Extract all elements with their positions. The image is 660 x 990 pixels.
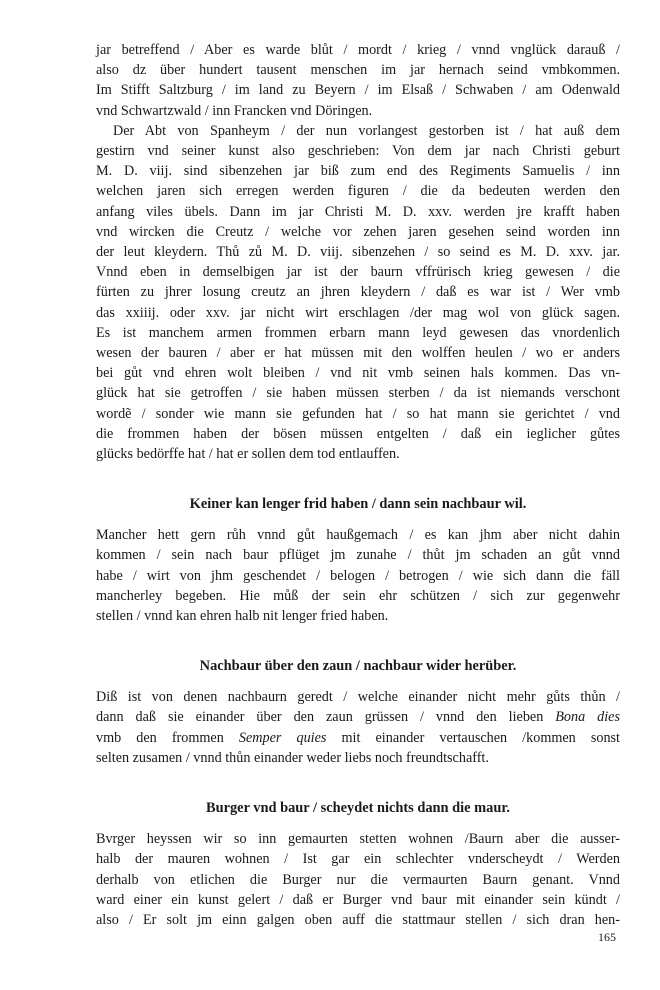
text-run: vmb den frommen (96, 729, 239, 746)
text-line: also dz über hundert tausent menschen im jar hernach seind vmbkommen. (96, 62, 620, 79)
text-line: welchen jaren sich erregen werden figuren / die da bedeuten werden den (96, 183, 620, 200)
paragraph-4 (96, 687, 620, 768)
text-line: habe / wirt von jhm geschendet / belogen / betrogen / wie sich dann die fäll (96, 567, 620, 584)
text-line: glücks bedörffe hat / hat er sollen dem tod entlauffen. (96, 446, 400, 463)
text-line: glück hat sie getroffen / sie haben müssen sterben / da ist niemands verschont (96, 385, 620, 402)
text-line: Bvrger heyssen wir so inn gemaurten stetten wohnen /Baurn aber die ausser- (96, 831, 620, 848)
paragraph-3 (96, 525, 620, 626)
section-heading: Burger vnd baur / scheydet nichts dann die maur. (206, 800, 510, 817)
text-line: der leut kleydern. Thů zů M. D. viij. sibenzehen / so seind es M. D. xxv. jar. (96, 244, 620, 261)
text-line: fürten zu jhrer losung creutz an jhren kleydern / daß es war ist / Wer vmb (96, 284, 620, 301)
text-line: das xxiiij. oder xxv. jar nicht wirt erschlagen /der mag wol von glück sagen. (96, 304, 620, 321)
text-line (96, 707, 620, 727)
page-number: 165 (598, 930, 616, 944)
section-heading: Nachbaur über den zaun / nachbaur wider herüber. (199, 658, 517, 675)
paragraph-2 (96, 121, 620, 464)
text-line: kommen / sein nach baur pflüget jm zunahe / thůt jm schaden an gůt vnnd (96, 547, 620, 564)
text-line: derhalb von etlichen die Burger nur die vermaurten Baurn genant. Vnnd (96, 871, 620, 888)
text-line: mancherley begeben. Hie můß der sein ehr schützen / sich zur gegenwehr (96, 587, 620, 604)
text-line: also / Er solt jm einn galgen oben auff die stattmaur stellen / sich dran hen- (96, 911, 620, 928)
text-line: wesen der bauren / aber er hat müssen mit den wolffen heulen / wo er anders (96, 345, 620, 362)
text-line: halb der mauren wohnen / Ist gar ein schlechter vnderscheydt / Werden (96, 851, 620, 868)
text-run: dann daß sie einander über den zaun grüssen / vnnd den lieben (96, 709, 556, 726)
text-line (96, 728, 620, 748)
text-line: Mancher hett gern růh vnnd gůt haußgemach / es kan jhm aber nicht dahin (96, 527, 620, 544)
latin-phrase: Bona dies (555, 709, 620, 726)
text-line: Diß ist von denen nachbaurn geredt / welche einander nicht mehr gůts thůn / (96, 689, 620, 706)
paragraph-5 (96, 829, 620, 930)
text-line: anfang viles übels. Dann im jar Christi M. D. xxv. werden jre krafft haben (96, 203, 620, 220)
text-line: M. D. viij. sind sibenzehen jar biß zum end des Regiments Samuelis / inn (96, 163, 620, 180)
text-line: bei gůt vnd ehren wolt bleiben / vnd nit vmb seinen hals kommen. Das vn- (96, 365, 620, 382)
text-line: stellen / vnnd kan ehren halb nit lenger fried haben. (96, 608, 389, 625)
text-line: vnd wircken die Creutz / welche vor zehen jaren gesehen seind worden inn (96, 223, 620, 240)
text-line: Im Stifft Saltzburg / im land zu Beyern / im Elsaß / Schwaben / am Odenwald (96, 82, 620, 99)
text-line: jar betreffend / Aber es warde blůt / mordt / krieg / vnnd vnglück darauß / (96, 42, 620, 58)
text-run: mit einander vertauschen /kommen sonst (326, 729, 621, 746)
page-body (96, 40, 620, 930)
text-line: ward einer ein kunst gelert / daß er Burger vnd baur mit einander sein kündt / (96, 891, 620, 908)
text-line: wordẽ / sonder wie mann sie gefunden hat / so hat mann sie gerichtet / vnd (96, 405, 620, 422)
paragraph-1 (96, 40, 620, 121)
text-line: gestirn vnd seiner kunst also geschrieben: Von dem jar nach Christi geburt (96, 143, 620, 160)
text-line: Der Abt von Spanheym / der nun vorlangest gestorben ist / hat auß dem (113, 122, 620, 139)
section-heading: Keiner kan lenger frid haben / dann sein nachbaur wil. (189, 496, 527, 513)
text-line: Es ist manchem armen frommen erbarn mann leyd gewesen das vnordenlich (96, 324, 620, 341)
text-line: vnd Schwartzwald / inn Francken vnd Döringen. (96, 102, 373, 119)
latin-phrase: Semper quies (238, 729, 327, 746)
text-line: selten zusamen / vnnd thůn einander weder liebs noch freundtschafft. (96, 749, 489, 766)
text-line: Vnnd eben in demselbigen jar ist der baurn vffrürisch krieg gewesen / die (96, 264, 620, 281)
text-line: die frommen haben der bösen müssen entgelten / daß ein ieglicher gůtes (96, 425, 620, 442)
